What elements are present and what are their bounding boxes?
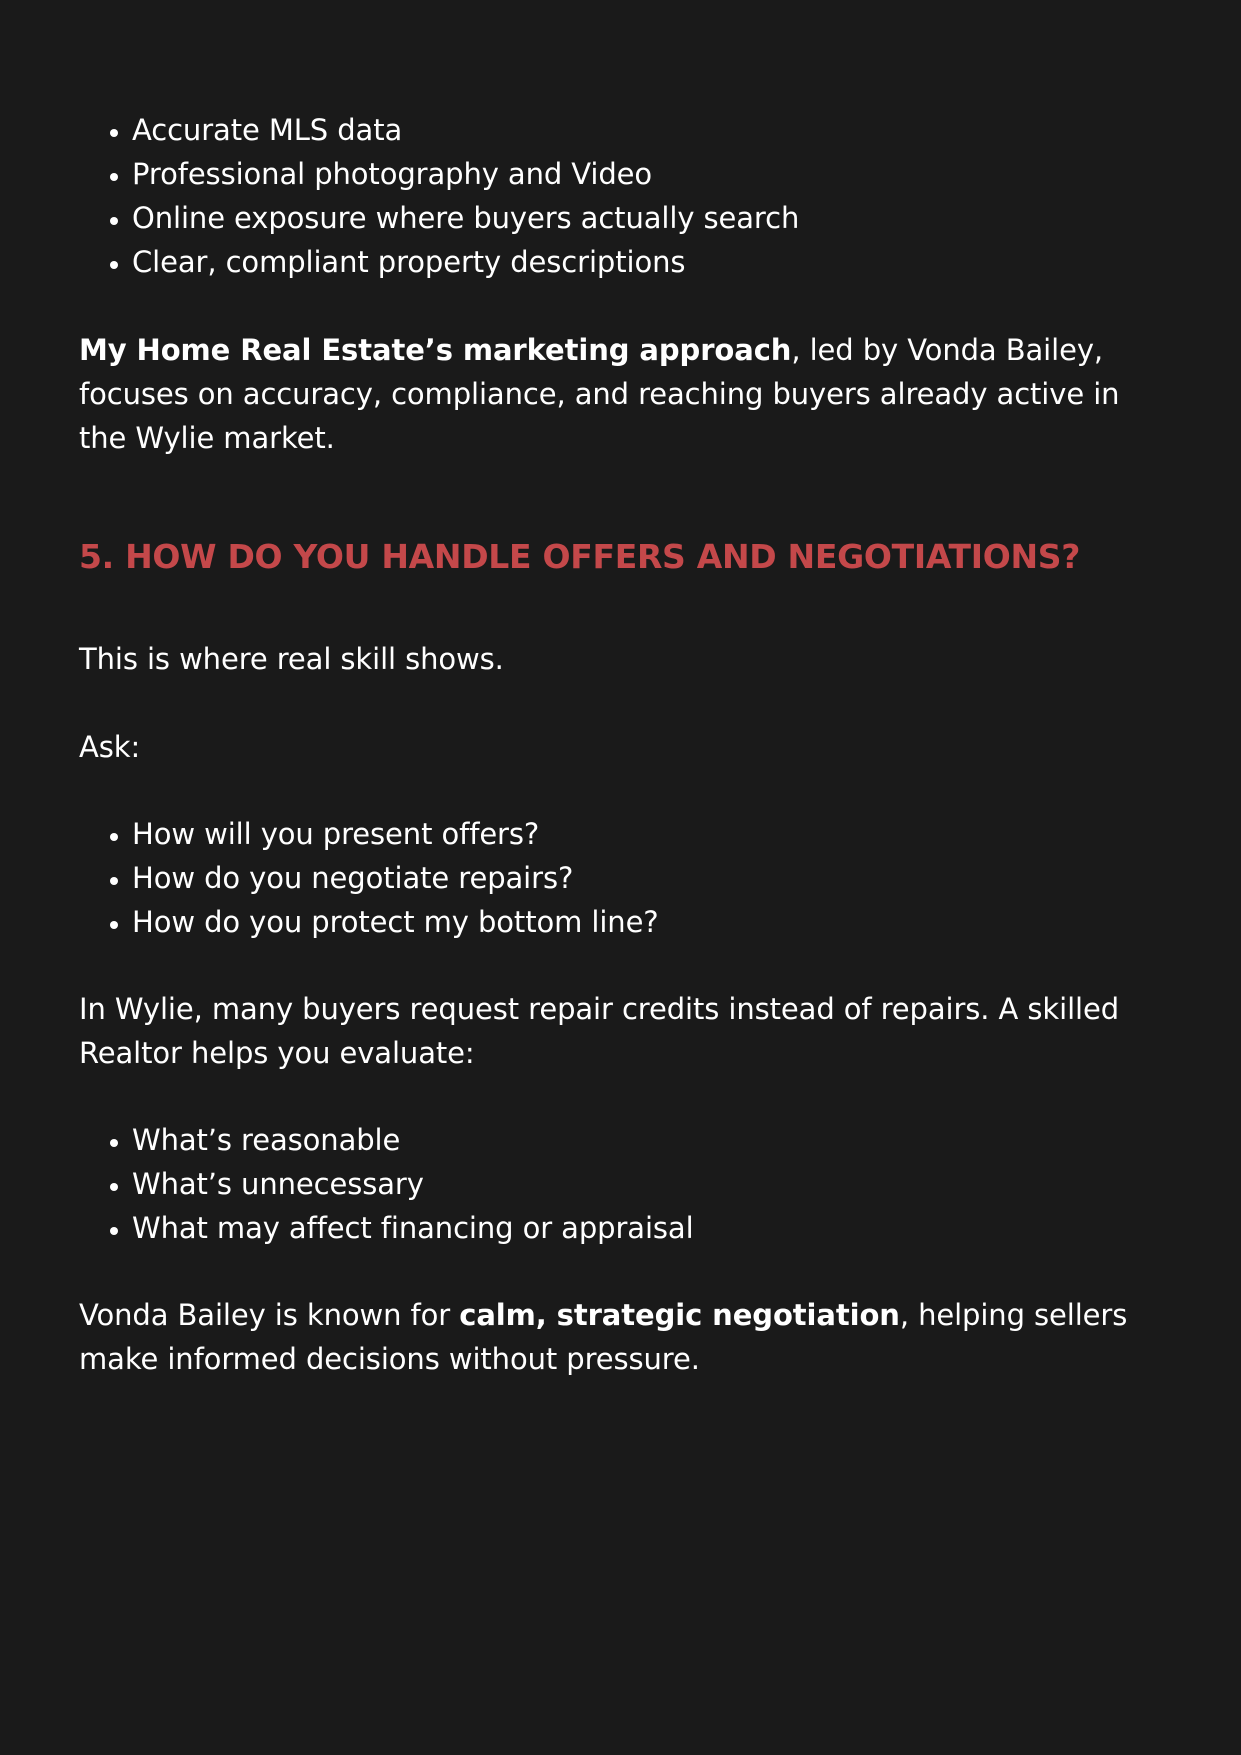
list-item: • What’s reasonable	[132, 1118, 1162, 1162]
wylie-paragraph: In Wylie, many buyers request repair credits instead of repairs. A skilled Realtor helps you evaluate:	[79, 992, 1120, 1070]
list-item: • Clear, compliant property descriptions	[132, 240, 1162, 284]
section-heading: 5. HOW DO YOU HANDLE OFFERS AND NEGOTIATIONS?	[79, 537, 1081, 576]
marketing-list	[79, 108, 1162, 284]
article-content	[79, 108, 1162, 1381]
evaluate-list	[79, 1118, 1162, 1250]
approach-paragraph	[79, 328, 1162, 460]
list-item: • Online exposure where buyers actually search	[132, 196, 1162, 240]
list-item: • How will you present offers?	[132, 812, 1162, 856]
vonda-bold-text: calm, strategic negotiation	[459, 1298, 900, 1332]
list-item: • How do you protect my bottom line?	[132, 900, 1162, 944]
skill-paragraph: This is where real skill shows.	[79, 642, 504, 676]
list-item: • What may affect financing or appraisal	[132, 1206, 1162, 1250]
approach-bold-text: My Home Real Estate’s marketing approach	[79, 333, 792, 367]
ask-list	[79, 812, 1162, 944]
list-item: • Accurate MLS data	[132, 108, 1162, 152]
list-item: • How do you negotiate repairs?	[132, 856, 1162, 900]
vonda-text-before: Vonda Bailey is known for	[79, 1298, 460, 1332]
list-item: • What’s unnecessary	[132, 1162, 1162, 1206]
vonda-text-after: , helping sellers make informed decisions without pressure.	[79, 1298, 1128, 1376]
approach-text: , led by Vonda Bailey, focuses on accuracy, compliance, and reaching buyers already active in the Wylie market.	[79, 333, 1120, 455]
vonda-paragraph	[79, 1293, 1162, 1381]
ask-label: Ask:	[79, 730, 141, 764]
list-item: • Professional photography and Video	[132, 152, 1162, 196]
